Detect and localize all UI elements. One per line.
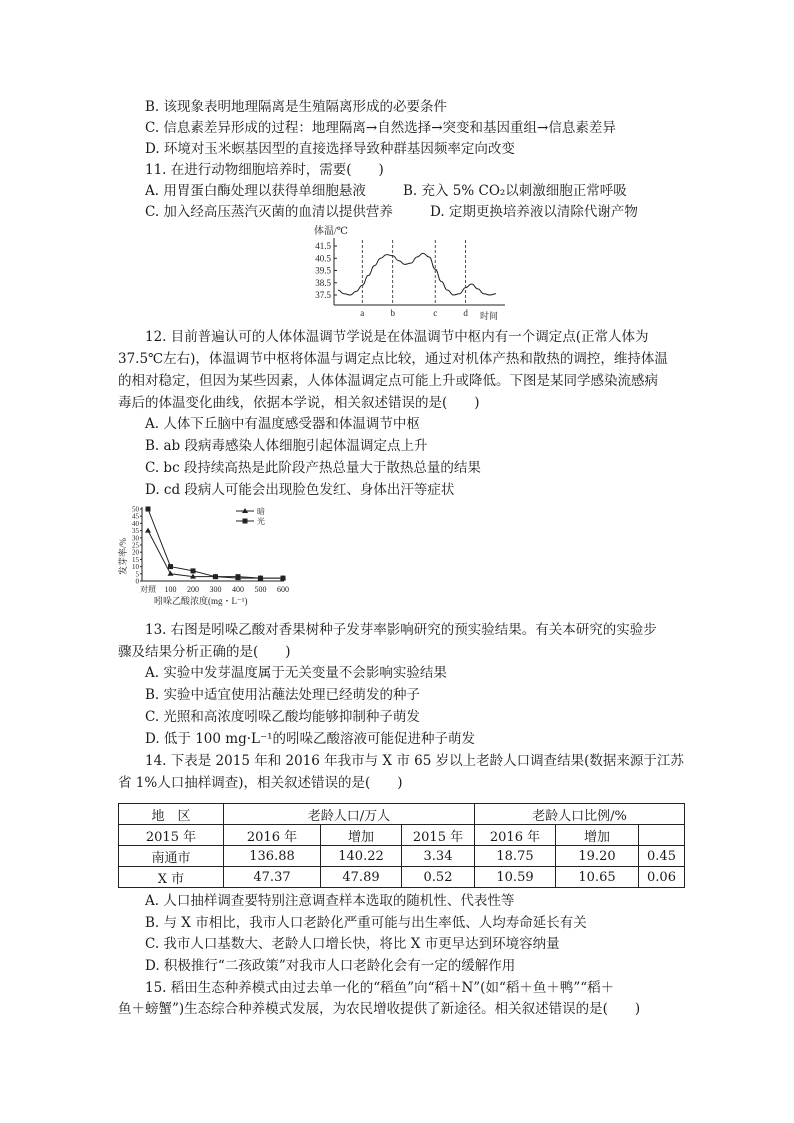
q14-option-b: B. 与 X 市相比，我市人口老龄化严重可能与出生率低、人均寿命延长有关 [145, 915, 587, 931]
table-cell: 140.22 [321, 846, 402, 867]
q14-option-c: C. 我市人口基数大、老龄人口增长快，将比 X 市更早达到环境容纳量 [145, 936, 560, 952]
table-cell: 47.37 [224, 867, 321, 888]
germ-y-tick-label: 40 [132, 519, 139, 528]
germ-y-tick-label: 0 [135, 577, 139, 586]
table-cell: 47.89 [321, 867, 402, 888]
legend-square-marker [243, 519, 248, 524]
legend-label-dark: 暗 [257, 507, 265, 516]
q12-stem-line4: 毒后的体温变化曲线，依据本学说，相关叙述错误的是( ) [118, 395, 480, 411]
temp-marker-label: b [390, 308, 395, 318]
temp-marker-label: c [433, 308, 438, 318]
germ-point-light [213, 574, 218, 579]
table-cell: 0.06 [639, 867, 685, 888]
q14-stem-line1: 14. 下表是 2015 年和 2016 年我市与 X 市 65 岁以上老龄人口调查结果(数据来源于江苏 [145, 753, 684, 769]
table-header-cell: 增加 [556, 825, 639, 846]
germ-y-tick-label: 50 [132, 505, 139, 514]
germ-y-tick-label: 30 [132, 534, 139, 543]
germ-point-light [146, 507, 151, 512]
temp-marker-label: d [463, 308, 468, 318]
q14-option-d: D. 积极推行“二孩政策”对我市人口老龄化会有一定的缓解作用 [145, 958, 516, 974]
table-row [119, 846, 685, 867]
q12-option-b: B. ab 段病毒感染人体细胞引起体温调定点上升 [145, 438, 428, 454]
table-row [119, 867, 685, 888]
table-header-cell: 老龄人口/万人 [224, 804, 475, 825]
table-cell: 18.75 [475, 846, 556, 867]
table-header-cell: 2016 年 [475, 825, 556, 846]
germ-x-tick-label: 100 [164, 585, 177, 594]
germ-y-tick-label: 45 [132, 512, 139, 521]
germ-point-light [281, 576, 286, 581]
germ-x-tick-label: 200 [187, 585, 199, 594]
table-cell: X 市 [119, 867, 224, 888]
germ-ylabel: 发芽率/% [118, 538, 128, 575]
germination-rate-chart [112, 503, 292, 608]
q14-stem-line2: 省 1%人口抽样调查)，相关叙述错误的是( ) [118, 775, 403, 791]
q11-option-c: C. 加入经高压蒸汽灭菌的血清以提供营养 [145, 204, 393, 220]
table-cell: 136.88 [224, 846, 321, 867]
germ-x-tick-label: 600 [277, 585, 289, 594]
q11-option-a: A. 用胃蛋白酶处理以获得单细胞悬液 [145, 183, 366, 199]
table-header-cell: 增加 [321, 825, 402, 846]
germ-y-tick-label: 10 [132, 563, 139, 572]
q13-option-d: D. 低于 100 mg·L⁻¹的吲哚乙酸溶液可能促进种子萌发 [145, 731, 476, 747]
germ-xlabel: 吲哚乙酸浓度(mg・L⁻¹) [154, 596, 248, 606]
temp-y-tick-label: 40.5 [315, 253, 331, 264]
q10-option-d: D. 环境对玉米螟基因型的直接选择导致种群基因频率定向改变 [145, 141, 515, 157]
elderly-population-table [118, 803, 685, 888]
germ-y-tick-label: 15 [132, 555, 139, 564]
q15-stem-line2: 鱼＋螃蟹”)生态综合种养模式发展，为农民增收提供了新途径。相关叙述错误的是( ) [118, 1001, 641, 1017]
table-cell: 0.52 [402, 867, 475, 888]
q10-option-c: C. 信息素差异形成的过程：地理隔离→自然选择→突变和基因重组→信息素差异 [145, 120, 616, 136]
q13-stem-line2: 骤及结果分析正确的是( ) [118, 644, 291, 660]
germ-point-light [191, 568, 196, 573]
germ-x-tick-label: 400 [232, 585, 244, 594]
germ-series-line-dark [148, 531, 283, 579]
q11-option-d: D. 定期更换培养液以清除代谢产物 [430, 204, 638, 220]
germ-point-light [236, 574, 241, 579]
table-header-cell [639, 825, 685, 846]
germ-y-tick-label: 25 [132, 541, 139, 550]
germ-point-dark [168, 571, 174, 576]
germ-point-dark [145, 528, 151, 533]
table-cell: 0.45 [639, 846, 685, 867]
q12-option-c: C. bc 段持续高热是此阶段产热总量大于散热总量的结果 [145, 460, 481, 476]
table-cell: 10.59 [475, 867, 556, 888]
q12-stem-line1: 12. 目前普遍认可的人体体温调节学说是在体温调节中枢内有一个调定点(正常人体为 [145, 329, 649, 345]
table-header-row [119, 804, 685, 825]
table-header-cell: 地 区 [119, 804, 224, 825]
temp-curve [338, 253, 496, 295]
temp-y-tick-label: 41.5 [315, 241, 331, 251]
q14-option-a: A. 人口抽样调查要特别注意调查样本选取的随机性、代表性等 [145, 893, 515, 909]
q15-stem-line1: 15. 稻田生态种养模式由过去单一化的“稻鱼”向“稻＋N”(如“稻＋鱼＋鸭”“稻＋ [145, 980, 615, 996]
temp-ylabel: 体温/℃ [314, 226, 348, 237]
table-subheader-row [119, 825, 685, 846]
table-header-cell: 老龄人口比例/% [475, 804, 685, 825]
q11-option-b: B. 充入 5% CO₂以刺激细胞正常呼吸 [403, 183, 627, 199]
table-header-cell: 2016 年 [224, 825, 321, 846]
germ-y-tick-label: 35 [132, 527, 139, 536]
table-cell: 3.34 [402, 846, 475, 867]
q13-stem-line1: 13. 右图是吲哚乙酸对香果树种子发芽率影响研究的预实验结果。有关本研究的实验步 [145, 622, 657, 638]
q12-stem-line3: 的相对稳定，但因为某些因素，人体体温调定点可能上升或降低。下图是某同学感染流感病 [118, 373, 658, 389]
table-header-cell: 2015 年 [402, 825, 475, 846]
germ-point-light [168, 564, 173, 569]
table-cell: 南通市 [119, 846, 224, 867]
legend-label-light: 光 [257, 517, 265, 526]
temp-y-tick-label: 37.5 [315, 290, 331, 300]
germ-y-tick-label: 5 [135, 570, 139, 579]
q12-option-d: D. cd 段病人可能会出现脸色发红、身体出汗等症状 [145, 482, 455, 498]
q11-stem: 11. 在进行动物细胞培养时，需要( ) [145, 162, 384, 178]
germ-point-light [258, 576, 263, 581]
q13-option-a: A. 实验中发芽温度属于无关变量不会影响实验结果 [145, 665, 447, 681]
q12-stem-line2: 37.5℃左右)，体温调节中枢将体温与调定点比较，通过对机体产热和散热的调控，维持体温 [118, 351, 668, 367]
germ-x-tick-label: 500 [254, 585, 267, 594]
temp-xlabel: 时间 [480, 311, 499, 321]
germ-legend [236, 506, 265, 526]
temp-y-tick-label: 39.5 [315, 265, 331, 276]
q13-option-b: B. 实验中适宜使用沾蘸法处理已经萌发的种子 [145, 687, 421, 703]
table-cell: 10.65 [556, 867, 639, 888]
table-cell: 19.20 [556, 846, 639, 867]
temp-y-tick-label: 38.5 [315, 277, 331, 288]
temp-marker-label: a [360, 308, 365, 318]
germ-x-tick-label: 300 [209, 585, 222, 594]
germ-x-tick-label: 对照 [140, 585, 156, 594]
q12-option-a: A. 人体下丘脑中有温度感受器和体温调节中枢 [145, 416, 420, 432]
table-header-cell: 2015 年 [119, 825, 224, 846]
q13-option-c: C. 光照和高浓度吲哚乙酸均能够抑制种子萌发 [145, 709, 420, 725]
germ-y-tick-label: 20 [132, 548, 139, 557]
q10-option-b: B. 该现象表明地理隔离是生殖隔离形成的必要条件 [145, 99, 448, 115]
body-temperature-chart [300, 222, 520, 322]
